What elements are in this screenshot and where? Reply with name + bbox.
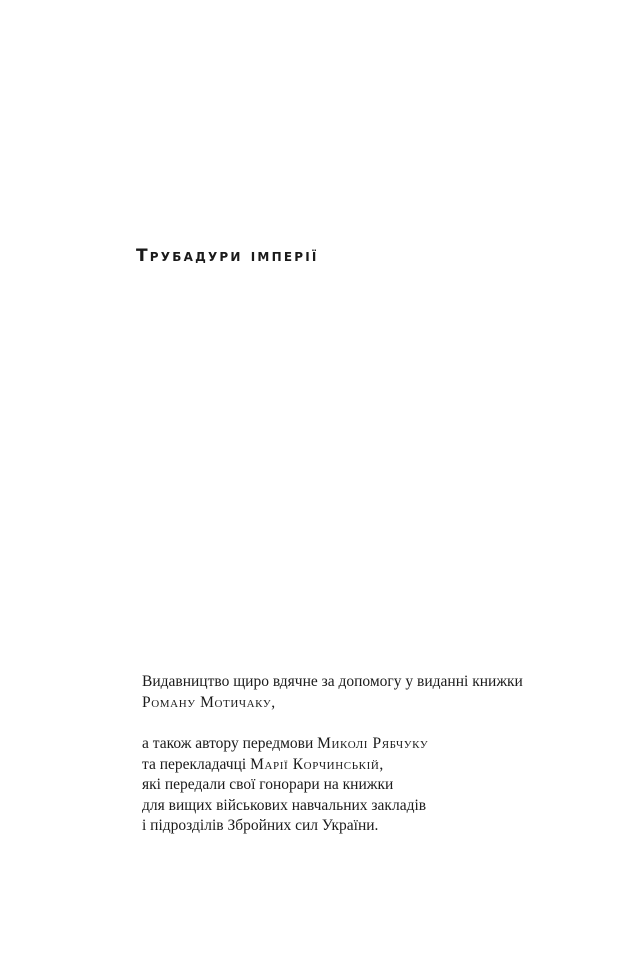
ack-line-3-prefix: а також автору передмови [142,735,318,752]
name-mykola-riabchuk: Миколі Рябчуку [317,735,429,752]
paragraph-gap [142,713,582,734]
ack-line-2-suffix: , [271,693,276,711]
acknowledgment-block [142,672,582,837]
name-mariia-korchynska: Марії Корчинській [250,755,380,773]
ack-line-4 [142,755,582,776]
ack-line-1: Видавництво щиро вдячне за допомогу у виданні книжки [142,673,523,690]
book-title: Трубадури імперії [136,246,319,266]
ack-line-4-prefix: та перекладачці [142,755,251,773]
ack-line-7: і підрозділів Збройних сил України. [142,817,379,834]
ack-line-2 [142,693,582,714]
ack-line-6: для вищих військових навчальних закладів [142,796,427,814]
name-roman-motychak: Роману Мотичаку [142,693,272,711]
ack-line-4-suffix: , [379,755,384,773]
ack-line-3 [142,734,582,755]
ack-line-5: які передали свої гонорари на книжки [142,776,394,793]
